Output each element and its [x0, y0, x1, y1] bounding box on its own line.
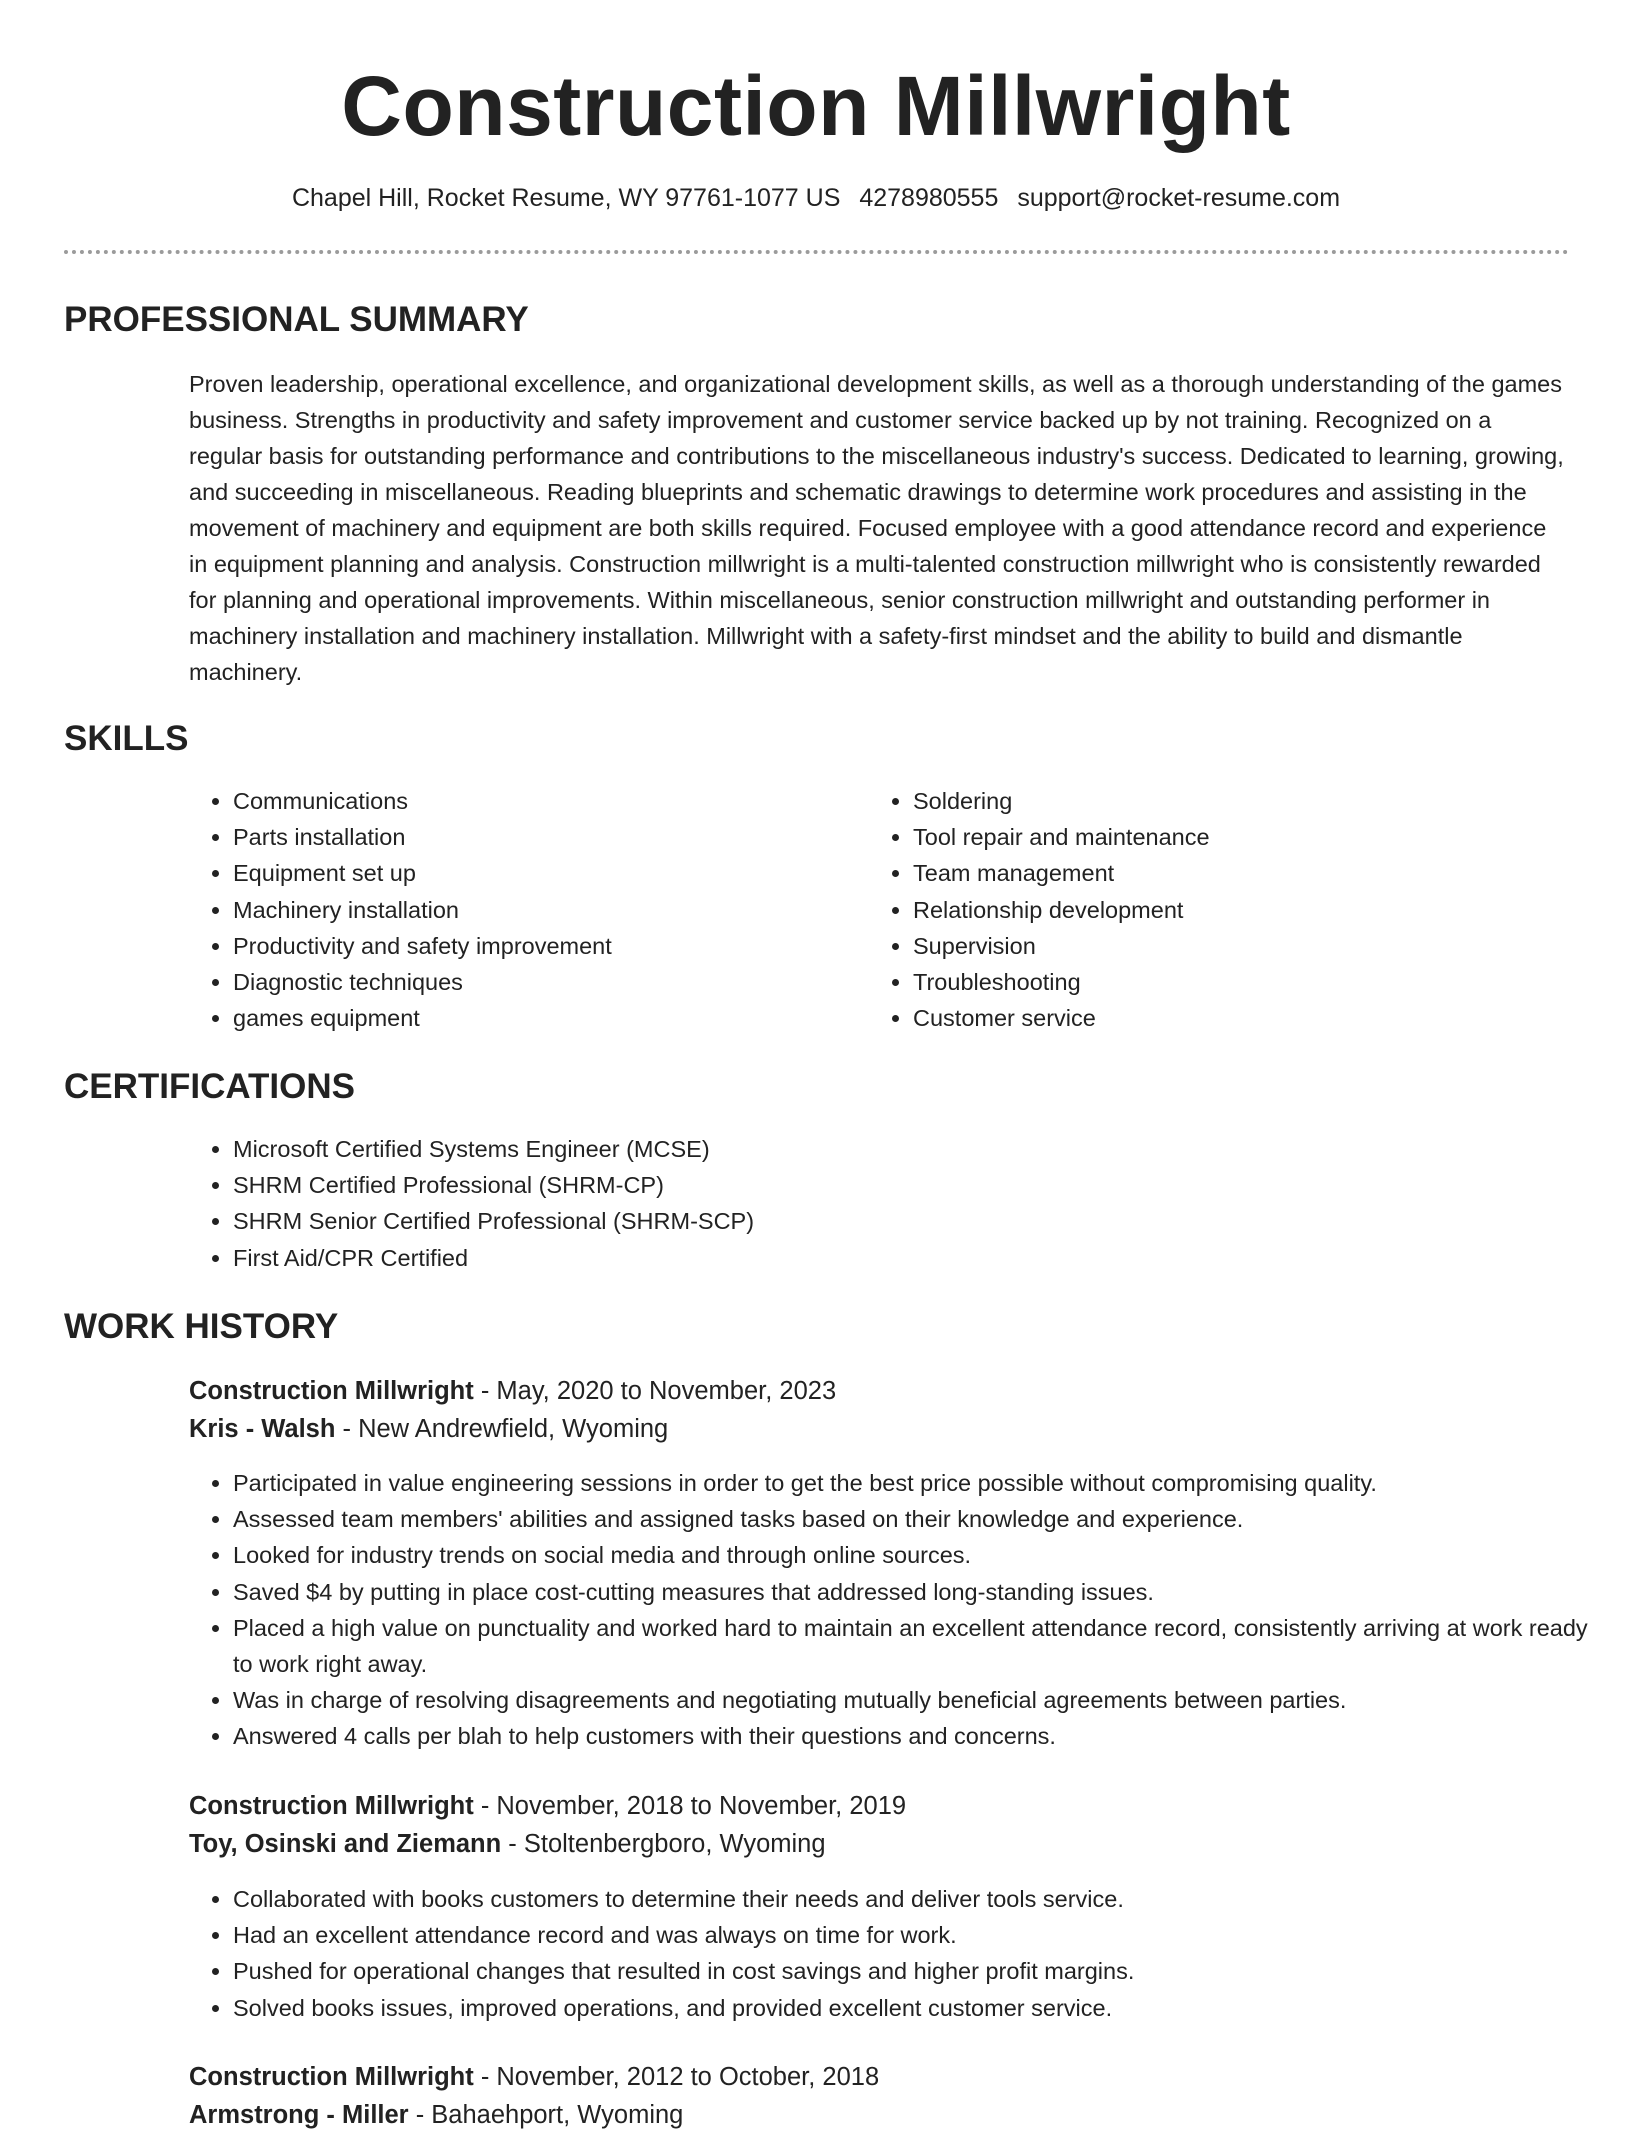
job-company-line: [189, 1825, 826, 1863]
job-bullets: [189, 1881, 1613, 2026]
skills-heading: SKILLS: [64, 719, 189, 758]
skill-item: • Machinery installation: [233, 892, 853, 928]
job-location: - Bahaehport, Wyoming: [408, 2101, 684, 2129]
certification-item: • Microsoft Certified Systems Engineer (MCSE): [233, 1131, 1533, 1167]
job-bullet: • Solved books issues, improved operations, and provided excellent customer service.: [233, 1990, 1613, 2026]
job-title-line: [189, 1787, 906, 1825]
job-bullet: • Pushed for operational changes that resulted in cost savings and higher profit margins.: [233, 1953, 1613, 1989]
skill-item: • Customer service: [913, 1000, 1533, 1036]
job-bullets: [189, 1465, 1613, 1755]
contact-line: [0, 181, 1632, 215]
job-dates: - November, 2018 to November, 2019: [473, 1792, 907, 1820]
job-title-line: [189, 2058, 879, 2096]
job-company-line: [189, 1410, 668, 1448]
certifications-heading: CERTIFICATIONS: [64, 1067, 356, 1106]
skill-item: • Diagnostic techniques: [233, 964, 853, 1000]
certification-item: • SHRM Certified Professional (SHRM-CP): [233, 1167, 1533, 1203]
skill-item: • Tool repair and maintenance: [913, 819, 1533, 855]
summary-text: Proven leadership, operational excellence, and organizational development skills, as well as a thorough understanding of the games business. Strengths in productivity and safety improvement and customer service backed up by not training. Recognized on a regular basis for outstanding performance and contributions to the miscellaneous industry's success. Dedicated to learning, growing, and succeeding in miscellaneous. Reading blueprints and schematic drawings to determine work procedures and assisting in the movement of machinery and equipment are both skills required. Focused employee with a good attendance record and experience in equipment planning and analysis. Construction millwright is a multi-talented construction millwright who is consistently rewarded for planning and operational improvements. Within miscellaneous, senior construction millwright and outstanding performer in machinery installation and machinery installation. Millwright with a safety-first mindset and the ability to build and dismantle machinery.: [189, 371, 1564, 685]
skill-item: • Team management: [913, 855, 1533, 891]
skill-item: • Productivity and safety improvement: [233, 928, 853, 964]
job-title: Construction Millwright: [189, 1792, 474, 1820]
job-dates: - November, 2012 to October, 2018: [473, 2063, 880, 2091]
job-bullet: • Placed a high value on punctuality and worked hard to maintain an excellent attendance record, consistently arriving at work ready to work right away.: [233, 1610, 1613, 1682]
contact-email: support@rocket-resume.com: [1017, 184, 1341, 212]
job-title-line: [189, 1372, 836, 1410]
header-divider: [64, 250, 1569, 254]
job-title: Construction Millwright: [189, 1377, 474, 1405]
certifications-list: [189, 1131, 1533, 1276]
work-history-heading: WORK HISTORY: [64, 1307, 339, 1346]
job-bullet: • Participated in value engineering sessions in order to get the best price possible without compromising quality.: [233, 1465, 1613, 1501]
job-company: Kris - Walsh: [189, 1415, 336, 1443]
job-bullet: • Had an excellent attendance record and was always on time for work.: [233, 1917, 1613, 1953]
job-bullet: • Collaborated with books customers to determine their needs and deliver tools service.: [233, 1881, 1613, 1917]
job-dates: - May, 2020 to November, 2023: [473, 1377, 837, 1405]
job-company: Toy, Osinski and Ziemann: [189, 1830, 502, 1858]
skill-item: • Troubleshooting: [913, 964, 1533, 1000]
skill-item: • Communications: [233, 783, 853, 819]
job-location: - Stoltenbergboro, Wyoming: [501, 1830, 826, 1858]
job-location: - New Andrewfield, Wyoming: [335, 1415, 669, 1443]
resume-name: Construction Millwright: [341, 59, 1291, 153]
certification-item: • SHRM Senior Certified Professional (SHRM-SCP): [233, 1203, 1533, 1239]
job-bullet: • Assessed team members' abilities and assigned tasks based on their knowledge and experience.: [233, 1501, 1613, 1537]
contact-phone: 4278980555: [859, 184, 999, 212]
skill-item: • games equipment: [233, 1000, 853, 1036]
summary-heading: PROFESSIONAL SUMMARY: [64, 300, 529, 339]
skill-item: • Supervision: [913, 928, 1533, 964]
job-title: Construction Millwright: [189, 2063, 474, 2091]
skill-item: • Parts installation: [233, 819, 853, 855]
job-company-line: [189, 2096, 683, 2134]
job-bullet: • Was in charge of resolving disagreements and negotiating mutually beneficial agreements between parties.: [233, 1682, 1613, 1718]
job-bullet: • Answered 4 calls per blah to help customers with their questions and concerns.: [233, 1718, 1613, 1754]
skill-item: • Equipment set up: [233, 855, 853, 891]
certification-item: • First Aid/CPR Certified: [233, 1240, 1533, 1276]
skills-list-left: [189, 783, 853, 1036]
skills-list-right: [869, 783, 1533, 1036]
job-company: Armstrong - Miller: [189, 2101, 409, 2129]
job-bullet: • Looked for industry trends on social media and through online sources.: [233, 1537, 1613, 1573]
skill-item: • Relationship development: [913, 892, 1533, 928]
skill-item: • Soldering: [913, 783, 1533, 819]
job-bullet: • Saved $4 by putting in place cost-cutting measures that addressed long-standing issues.: [233, 1574, 1613, 1610]
contact-address: Chapel Hill, Rocket Resume, WY 97761-1077 US: [291, 184, 841, 212]
